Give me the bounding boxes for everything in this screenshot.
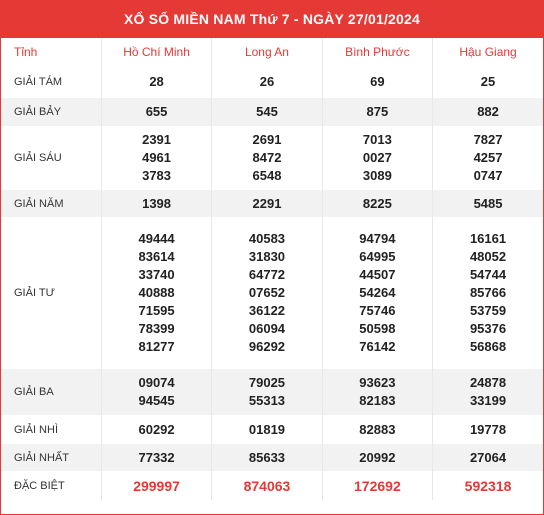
prize-number: 2291 (252, 195, 282, 211)
prize-cell (212, 66, 322, 98)
prize-cell (101, 98, 211, 126)
prize-number: 28 (149, 74, 164, 89)
prize-row-giai-nam (1, 190, 543, 217)
prize-number: 2391 (142, 132, 172, 147)
province-hau-giang[interactable]: Hậu Giang (433, 38, 543, 66)
prize-number: 3783 (142, 168, 172, 183)
prize-number: 60292 (138, 421, 175, 437)
prize-row-dac-biet (1, 471, 543, 500)
prize-number: 56868 (469, 339, 507, 354)
prize-cell (212, 444, 322, 471)
prize-cell (433, 415, 543, 444)
prize-number: 83614 (138, 249, 175, 264)
province-binh-phuoc[interactable]: Bình Phước (322, 38, 432, 66)
prize-cell (322, 126, 432, 190)
prize-cell (212, 369, 322, 415)
prize-cell (101, 126, 211, 190)
prize-number: 07652 (248, 285, 286, 300)
prize-number: 48052 (469, 249, 507, 264)
prize-number: 33199 (469, 393, 507, 408)
prize-number: 09074 (138, 375, 175, 390)
prize-row-giai-nhi (1, 415, 543, 444)
prize-cell (212, 415, 322, 444)
prize-number: 874063 (243, 477, 291, 494)
prize-number: 85766 (469, 285, 507, 300)
prize-number: 27064 (469, 449, 507, 465)
prize-number: 3089 (362, 168, 392, 183)
prize-row-giai-ba (1, 369, 543, 415)
prize-row-giai-tam (1, 66, 543, 98)
prize-cell (101, 444, 211, 471)
prize-number: 875 (366, 104, 389, 119)
prize-number: 82883 (359, 421, 396, 437)
prize-number: 71595 (138, 303, 175, 318)
prize-number: 06094 (248, 321, 286, 336)
prize-cell (322, 98, 432, 126)
prize-cell (322, 66, 432, 98)
prize-cell (101, 190, 211, 217)
prize-label: GIẢI BẢY (1, 98, 101, 126)
prize-cell (322, 217, 432, 369)
prize-number: 25 (480, 74, 496, 89)
prize-number: 81277 (138, 339, 175, 354)
prize-number: 4257 (473, 150, 503, 165)
prize-number: 95376 (469, 321, 507, 336)
prize-number: 6548 (252, 168, 282, 183)
prize-cell (433, 369, 543, 415)
prize-cell (101, 471, 211, 500)
prize-number: 75746 (359, 303, 396, 318)
province-ho-chi-minh[interactable]: Hồ Chí Minh (101, 38, 211, 66)
prize-number: 655 (145, 104, 168, 119)
prize-number: 7013 (362, 132, 392, 147)
prize-cell (212, 190, 322, 217)
prize-label: GIẢI NHẤT (1, 444, 101, 471)
prize-cell (212, 217, 322, 369)
prize-cell (433, 66, 543, 98)
prize-number: 94794 (359, 231, 396, 246)
prize-row-giai-sau (1, 126, 543, 190)
prize-cell (101, 217, 211, 369)
prize-number: 8472 (252, 150, 282, 165)
prize-cell (433, 444, 543, 471)
prize-number: 94545 (138, 393, 175, 408)
prize-cell (212, 98, 322, 126)
prize-number: 172692 (354, 477, 401, 494)
prize-cell (322, 471, 432, 500)
prize-cell (322, 415, 432, 444)
prize-number: 64772 (248, 267, 286, 282)
prize-number: 69 (370, 74, 385, 89)
prize-number: 76142 (359, 339, 396, 354)
prize-number: 0027 (362, 150, 392, 165)
prize-cell (101, 415, 211, 444)
prize-label: GIẢI TƯ (14, 287, 55, 299)
prize-cell (212, 471, 322, 500)
prize-number: 31830 (248, 249, 286, 264)
prize-number: 16161 (469, 231, 507, 246)
province-header-label: Tỉnh (14, 45, 38, 59)
prize-number: 26 (259, 74, 275, 89)
prize-number: 40583 (248, 231, 286, 246)
prize-number: 01819 (248, 421, 286, 437)
prize-cell (101, 369, 211, 415)
prize-number: 2691 (252, 132, 282, 147)
prize-number: 0747 (473, 168, 503, 183)
prize-number: 50598 (359, 321, 396, 336)
prize-label: ĐẶC BIỆT (14, 479, 65, 492)
results-title: XỔ SỐ MIỀN NAM Thứ 7 - NGÀY 27/01/2024 (1, 1, 543, 38)
prize-number: 40888 (138, 285, 175, 300)
prize-number: 64995 (359, 249, 396, 264)
prize-number: 54264 (359, 285, 396, 300)
prize-number: 79025 (248, 375, 286, 390)
prize-number: 49444 (138, 231, 175, 246)
prize-number: 82183 (359, 393, 396, 408)
prize-label: GIẢI BA (1, 369, 101, 415)
prize-number: 5485 (473, 195, 503, 211)
prize-number: 85633 (248, 449, 286, 465)
prize-number: 44507 (359, 267, 396, 282)
province-long-an[interactable]: Long An (212, 38, 322, 66)
prize-cell (101, 66, 211, 98)
prize-number: 4961 (142, 150, 172, 165)
prize-label: GIẢI NĂM (1, 190, 101, 217)
prize-number: 36122 (248, 303, 286, 318)
prize-number: 1398 (142, 195, 172, 211)
prize-number: 78399 (138, 321, 175, 336)
prize-cell (322, 369, 432, 415)
prize-number: 93623 (359, 375, 396, 390)
prize-label: GIẢI NHÌ (14, 423, 59, 436)
prize-cell (433, 126, 543, 190)
prize-number: 53759 (469, 303, 507, 318)
prize-cell (322, 444, 432, 471)
prize-row-giai-nhat (1, 444, 543, 471)
prize-cell (322, 190, 432, 217)
prize-cell (433, 190, 543, 217)
prize-label: GIẢI SÁU (14, 152, 62, 164)
header-row (1, 38, 543, 66)
prize-number: 96292 (248, 339, 286, 354)
prize-cell (433, 471, 543, 500)
prize-number: 299997 (133, 477, 180, 494)
prize-number: 882 (477, 104, 499, 119)
prize-row-giai-tu (1, 217, 543, 369)
prize-number: 19778 (469, 421, 507, 437)
prize-cell (433, 217, 543, 369)
prize-number: 24878 (469, 375, 507, 390)
results-table (1, 38, 543, 500)
prize-number: 33740 (138, 267, 175, 282)
prize-number: 592318 (464, 477, 512, 494)
prize-label: GIẢI TÁM (14, 76, 63, 88)
prize-number: 8225 (362, 195, 392, 211)
prize-cell (433, 98, 543, 126)
prize-number: 55313 (248, 393, 286, 408)
prize-number: 7827 (473, 132, 503, 147)
prize-number: 20992 (359, 449, 396, 465)
prize-number: 54744 (469, 267, 507, 282)
prize-number: 545 (256, 104, 278, 119)
prize-number: 77332 (138, 449, 175, 465)
prize-row-giai-bay (1, 98, 543, 126)
prize-cell (212, 126, 322, 190)
